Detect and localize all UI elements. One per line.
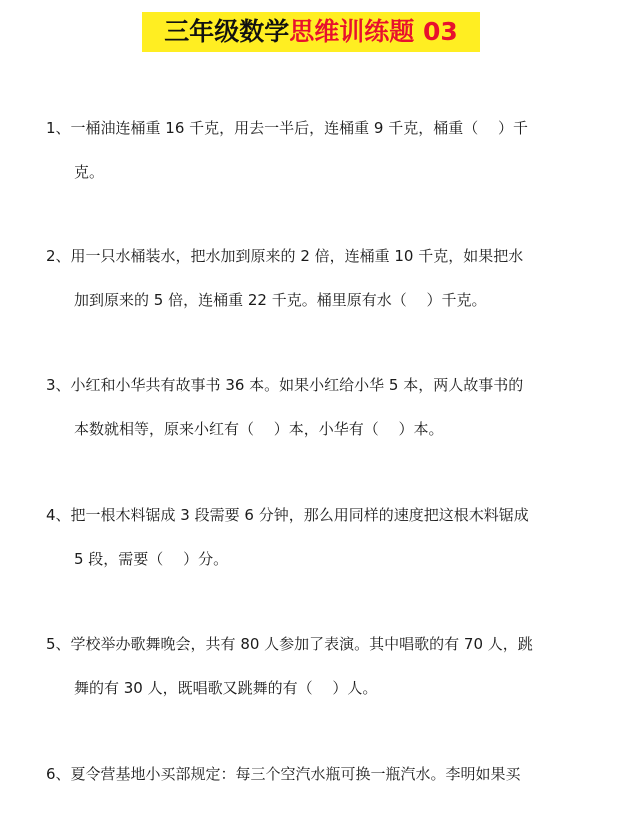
question-6 [46, 752, 586, 796]
title-part-red: 思维训练题 03 [289, 17, 458, 46]
question-5-line-2: 舞的有 30 人，既唱歌又跳舞的有（ ）人。 [74, 679, 378, 697]
question-1-line-1: 1、一桶油连桶重 16 千克，用去一半后，连桶重 9 千克，桶重（ ）千 [46, 119, 529, 137]
question-2 [46, 234, 586, 322]
question-4-line-2: 5 段，需要（ ）分。 [74, 550, 229, 568]
question-2-line-1: 2、用一只水桶装水，把水加到原来的 2 倍，连桶重 10 千克，如果把水 [46, 247, 524, 265]
title-part-black: 三年级数学 [164, 17, 290, 46]
title-banner [142, 12, 480, 52]
question-6-line-1: 6、夏令营基地小买部规定：每三个空汽水瓶可换一瓶汽水。李明如果买 [46, 765, 521, 783]
question-3-line-2: 本数就相等，原来小红有（ ）本，小华有（ ）本。 [74, 420, 444, 438]
page-title [164, 12, 458, 52]
question-4 [46, 493, 586, 581]
question-3-line-1: 3、小红和小华共有故事书 36 本。如果小红给小华 5 本，两人故事书的 [46, 376, 524, 394]
question-5-line-1: 5、学校举办歌舞晚会，共有 80 人参加了表演。其中唱歌的有 70 人，跳 [46, 635, 533, 653]
question-2-line-2: 加到原来的 5 倍，连桶重 22 千克。桶里原有水（ ）千克。 [74, 291, 487, 309]
question-5 [46, 622, 586, 710]
question-1 [46, 106, 586, 194]
question-3 [46, 363, 586, 451]
question-1-line-2: 克。 [74, 163, 105, 181]
question-4-line-1: 4、把一根木料锯成 3 段需要 6 分钟，那么用同样的速度把这根木料锯成 [46, 506, 529, 524]
